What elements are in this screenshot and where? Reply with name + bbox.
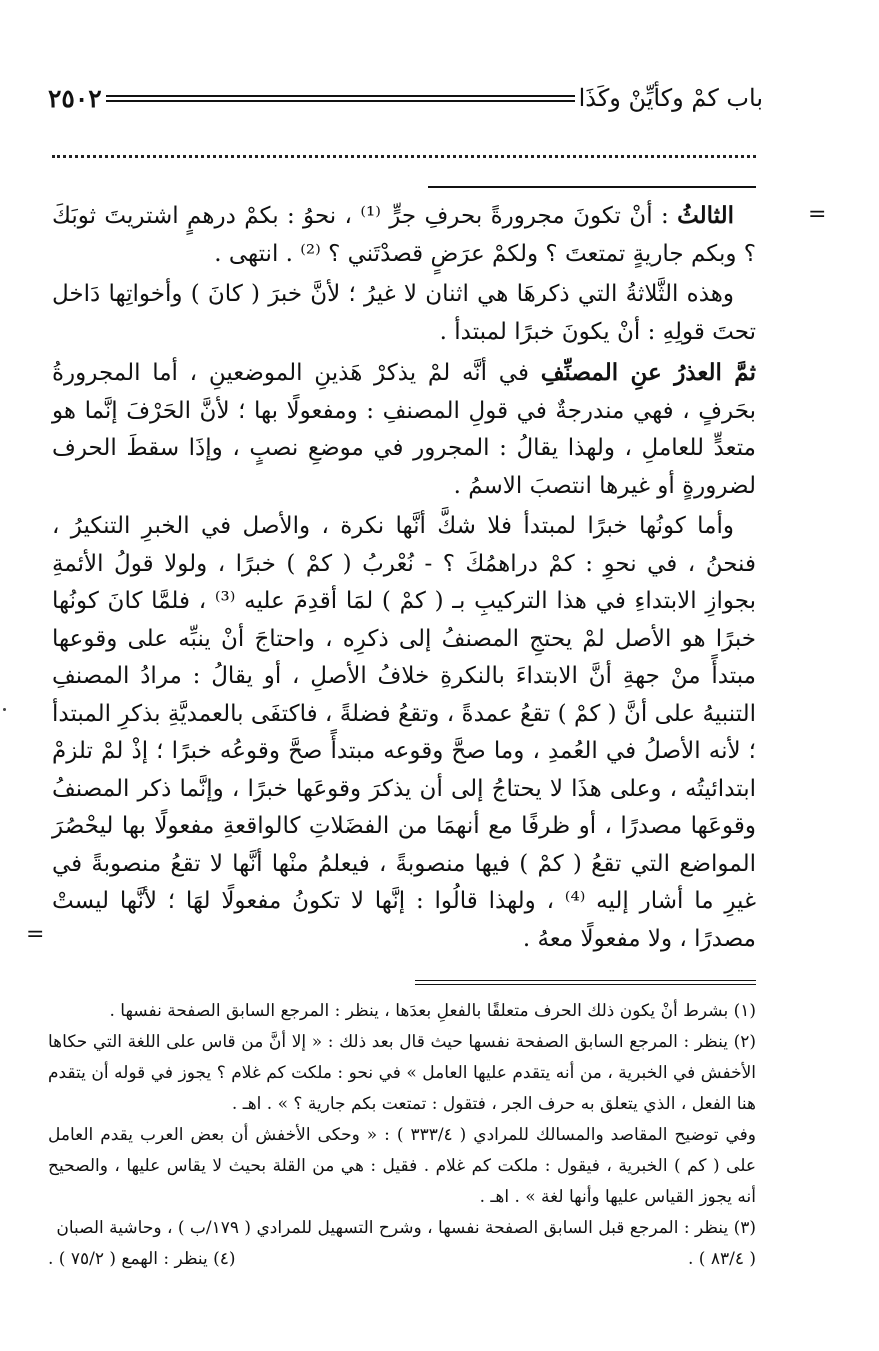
paragraph	[52, 508, 756, 958]
paragraph	[52, 276, 756, 351]
paragraph-lead: ثمَّ العذرُ عنِ المصنِّفِ	[540, 359, 757, 386]
footnote-separator	[415, 980, 756, 985]
paragraph-text: : أنْ تكونَ مجرورةً بحرفِ جرٍّ ⁽¹⁾ ، نحوُ : بكمْ درهمٍ اشتريتَ ثوبَكَ ؟ وبكم جاريةٍ تمتعتَ ؟ ولكمْ عرَضٍ قصدْتَني ؟ ⁽²⁾ . انتهى .	[52, 203, 756, 267]
footnote: (٣) ينظر : المرجع قبل السابق الصفحة نفسها ، وشرح التسهيل للمرادي ( ١٧٩/ب ) ، وحاشية الصبان	[56, 1218, 756, 1238]
header-double-rule	[106, 95, 575, 102]
paragraph	[52, 197, 756, 273]
footnote: (١) بشرط أنْ يكون ذلك الحرف متعلقًا بالفعلِ بعدَها ، ينظر : المرجع السابق الصفحة نفسها .	[109, 1001, 756, 1021]
continuation-marker-bottom: =	[26, 922, 45, 947]
continuation-marker-top: =	[808, 202, 827, 227]
paragraph	[52, 354, 756, 505]
dotted-separator	[52, 147, 756, 158]
footnote-last-line	[48, 1244, 756, 1275]
footnotes	[48, 996, 756, 1275]
footnote-continuation: ( ٨٣/٤ ) .	[687, 1249, 756, 1269]
footnote: (٢) ينظر : المرجع السابق الصفحة نفسها حيث قال بعد ذلك : « إلا أنَّ من قاس على اللغة التي حكاها الأخفش في الخبرية ، من أنه يتقدم عليها العامل » في نحو : ملكت كم غلام ؟ يجوز في قوله أن يتقدم هنا الفعل ، الذي يتعلق به حرف الجر ، فتقول : تمتعت بكم جارية ؟ » . اهـ .	[48, 1032, 756, 1114]
running-title: باب كمْ وكأيِّنْ وكَذَا	[578, 84, 763, 112]
paragraph-text: وهذه الثَّلاثةُ التي ذكرهَا هي اثنان لا غيرُ ؛ لأنَّ خبرَ ( كانَ ) وأخواتِها دَاخل تحتَ قولِهِ : أنْ يكونَ خبرًا لمبتدأ .	[52, 281, 756, 345]
main-text	[52, 197, 756, 961]
margin-dot	[3, 708, 6, 711]
footnote: وفي توضيح المقاصد والمسالك للمرادي ( ٣٣٣/٤ ) : « وحكى الأخفش أن بعض العرب يقدم العامل على ( كم ) الخبرية ، فيقول : ملكت كم غلام . فقيل : هي من القلة بحيث لا يقاس عليها ، والصحيح أنه يجوز القياس عليها وأنها لغة » . اهـ .	[48, 1125, 756, 1207]
page-number: ٢٥٠٢	[48, 83, 102, 113]
page-header	[38, 78, 769, 118]
paragraph-text: في أنَّه لمْ يذكرْ هَذينِ الموضعينِ ، أما المجرورةُ بحَرفٍ ، فهي مندرجةٌ في قولِ المصنفِ : ومفعولًا بها ؛ لأنَّ الحَرْفَ إنَّما هو متعدٍّ للعاملِ ، ولهذا يقالُ : المجرور في موضعِ نصبٍ ، وإذَا سقطَ الحرف لضرورةٍ أو غيرها انتصبَ الاسمُ .	[52, 360, 756, 499]
footnote: (٤) ينظر : الهمع ( ٧٥/٢ ) .	[48, 1249, 236, 1269]
top-rule	[428, 186, 756, 188]
paragraph-text: وأما كونُها خبرًا لمبتدأ فلا شكَّ أنَّها نكرة ، والأصل في الخبرِ التنكيرُ ، فنحنُ ، في نحوِ : كمْ دراهمُكَ ؟ - نُعْربُ ( كمْ ) خبرًا ، ولولا قولُ الأئمةِ بجوازِ الابتداءِ في هذا التركيبِ بـ ( كمْ ) لمَا أقدِمَ عليه ⁽³⁾ ، فلمَّا كانَ كونُها خبرًا هو الأصل لمْ يحتجِ المصنفُ إلى ذكرِه ، واحتاجَ أنْ ينبِّه على وقوعها مبتدأً منْ جهةِ أنَّ الابتداءَ بالنكرةِ خلافُ الأصلِ ، أو يقالُ : مرادُ المصنفِ التنبيهُ على أنَّ ( كمْ ) تقعُ عمدةً ، وتقعُ فضلةً ، فاكتفَى بالعمديَّةِ بذكرِ المبتدأ ؛ لأنه الأصلُ في العُمدِ ، وما صحَّ وقوعه مبتدأً صحَّ وقوعُه خبرًا ؛ إذْ لمْ تلزمْ ابتدائيتُه ، وعلى هذَا لا يحتاجُ إلى أن يذكرَ وقوعَها خبرًا ، وإنَّما ذكر المصنفُ وقوعَها مصدرًا ، أو ظرفًا مع أنهمَا من الفضَلاتِ كالواقعةِ مفعولًا بها ليحْصُرَ المواضع التي تقعُ ( كمْ ) فيها منصوبةً ، فيعلمُ منْها أنَّها لا تقعُ منصوبةً في غيرِ ما أشار إليه ⁽⁴⁾ ، ولهذا قالُوا : إنَّها لا تكونُ مفعولًا لهَا ؛ لأنَّها ليستْ مصدرًا ، ولا مفعولًا معهُ .	[52, 513, 757, 952]
paragraph-lead: الثالثُ	[677, 202, 735, 229]
